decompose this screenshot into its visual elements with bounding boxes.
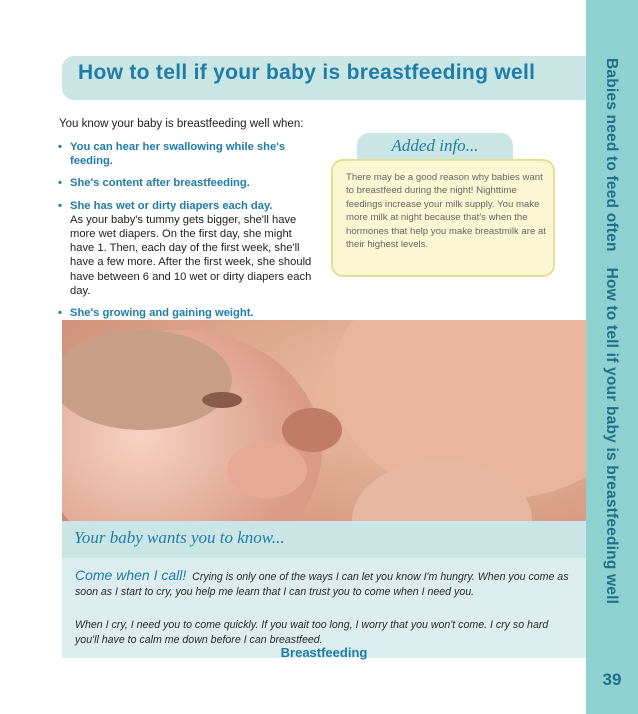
footer-section-label: Breastfeeding: [280, 645, 368, 660]
bullet-list: [58, 140, 318, 328]
sidebar-heading-primary: Babies need to feed often: [603, 58, 620, 252]
intro-text: You know your baby is breastfeeding well when:: [59, 118, 304, 130]
sidebar-heading-secondary: How to tell if your baby is breastfeeding well: [603, 267, 620, 605]
list-item: [58, 199, 318, 298]
page-title: How to tell if your baby is breastfeeding well: [78, 61, 536, 84]
sidebar-heading: [602, 58, 620, 604]
baby-wants-paragraph-2: When I cry, I need you to come quickly. If you wait too long, I worry that you won't come. I cry so hard you'll have to calm me down before I can breastfeed.: [75, 619, 549, 646]
added-info-label: Added info...: [391, 136, 479, 155]
bullet-heading: She has wet or dirty diapers each day.: [70, 199, 273, 212]
bullet-body: As your baby's tummy gets bigger, she'll have more wet diapers. On the first day, she might have 1. Then, each day of the first week, she'll have a few more. After the first week, she should have between 6 and 10 wet or dirty diapers each day.: [70, 213, 312, 297]
page-number: 39: [602, 670, 622, 689]
added-info-text: There may be a good reason why babies want to breastfeed during the night! Nighttime feedings increase your milk supply. You make more milk at night because that's when the hormones that help you make breastmilk are at their highest levels.: [346, 172, 546, 251]
bullet-heading: You can hear her swallowing while she's feeding.: [70, 141, 286, 168]
bullet-heading: She's growing and gaining weight.: [70, 307, 254, 320]
list-item: [58, 306, 318, 320]
baby-wants-text-1: Crying is only one of the ways I can let you know I'm hungry. When you come as soon as I start to cry, you help me learn that I can trust you to come when I need you.: [75, 571, 569, 598]
baby-wants-paragraph-1: [75, 568, 570, 600]
baby-wants-label: Your baby wants you to know...: [74, 528, 285, 547]
bullet-heading: She's content after breastfeeding.: [70, 177, 250, 190]
list-item: [58, 140, 318, 168]
baby-wants-lead: Come when I call!: [75, 567, 187, 583]
list-item: [58, 176, 318, 190]
